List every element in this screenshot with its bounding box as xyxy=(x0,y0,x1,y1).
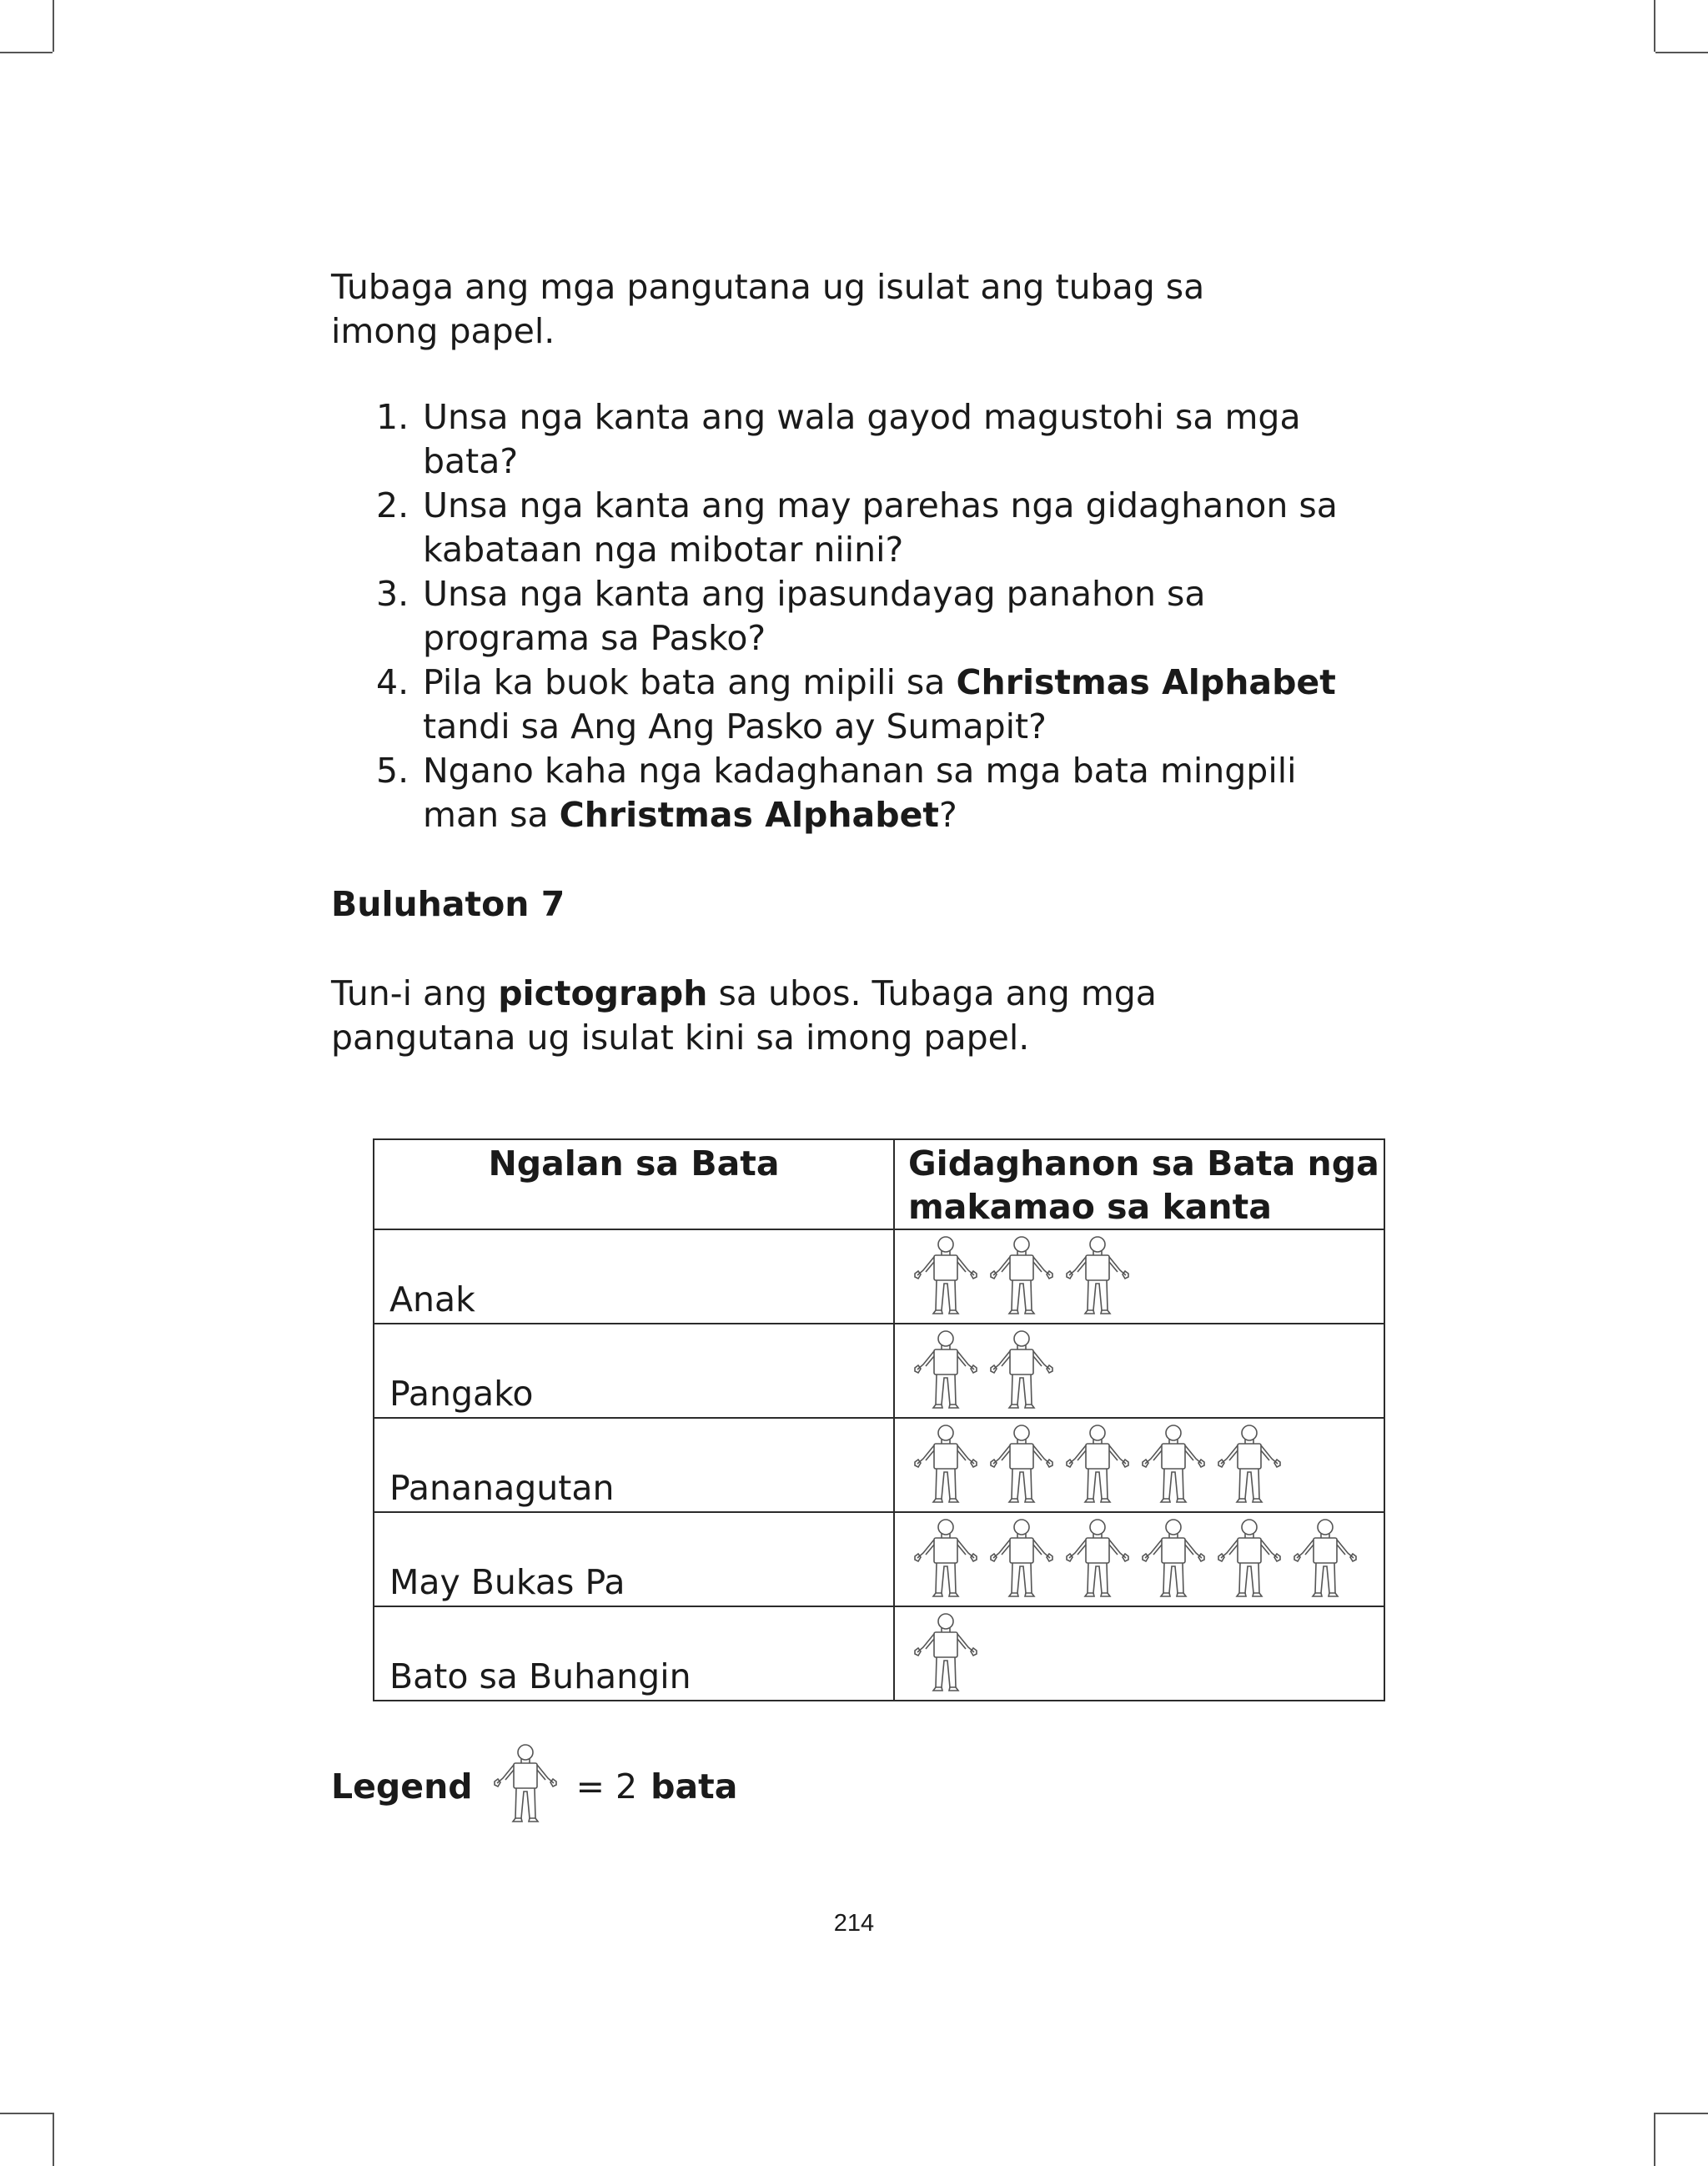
question-bold-text: Christmas Alphabet xyxy=(559,795,939,835)
question-item xyxy=(331,661,1382,749)
instruction-bold: pictograph xyxy=(498,973,708,1013)
question-number: 2. xyxy=(376,485,409,525)
table-row xyxy=(374,1512,1384,1606)
instruction-post: sa ubos. Tubaga ang mga pangutana ug isulat kini sa imong papel. xyxy=(331,973,1157,1058)
section-heading: Buluhaton 7 xyxy=(331,884,565,924)
instruction-text xyxy=(331,972,1215,1060)
intro-text: Tubaga ang mga pangutana ug isulat ang tubag sa imong papel. xyxy=(331,267,1205,351)
table-row xyxy=(374,1418,1384,1512)
question-item xyxy=(331,484,1382,572)
question-number: 3. xyxy=(376,574,409,614)
header-child-name xyxy=(374,1139,894,1229)
question-item xyxy=(331,749,1382,837)
question-number: 4. xyxy=(376,662,409,702)
question-list xyxy=(331,395,1382,837)
pictograph-table xyxy=(373,1138,1385,1701)
question-text: Unsa nga kanta ang wala gayod magustohi sa mga bata? xyxy=(423,397,1301,481)
question-item xyxy=(331,395,1382,484)
icon-count-cell xyxy=(894,1229,1384,1324)
question-text: ? xyxy=(938,795,957,835)
child-figure-icon xyxy=(908,1234,983,1315)
question-number: 1. xyxy=(376,397,409,437)
child-figure-icon xyxy=(984,1422,1059,1504)
crop-mark xyxy=(1655,52,1708,53)
child-figure-icon xyxy=(1060,1516,1135,1598)
header-count: Gidaghanon sa Bata nga makamao sa kanta xyxy=(894,1139,1384,1229)
song-name-cell: May Bukas Pa xyxy=(374,1512,894,1606)
question-text: Ngano kaha nga kadaghanan sa mga bata mingpili man sa xyxy=(423,751,1297,835)
child-figure-icon xyxy=(984,1328,1059,1410)
child-figure-icon xyxy=(1136,1422,1211,1504)
child-figure-icon xyxy=(488,1741,563,1832)
child-figure-icon xyxy=(1212,1422,1287,1504)
child-figure-icon xyxy=(908,1328,983,1410)
song-name-cell: Anak xyxy=(374,1229,894,1324)
icon-count-cell xyxy=(894,1512,1384,1606)
child-figure-icon xyxy=(1060,1422,1135,1504)
child-figure-icon xyxy=(1288,1516,1363,1598)
child-figure-icon xyxy=(908,1516,983,1598)
question-text: tandi sa Ang Ang Pasko ay Sumapit? xyxy=(423,706,1047,746)
song-name-cell: Pangako xyxy=(374,1324,894,1418)
child-figure-icon xyxy=(908,1611,983,1692)
table-row xyxy=(374,1606,1384,1701)
question-text: Unsa nga kanta ang may parehas nga gidaghanon sa kabataan nga mibotar niini? xyxy=(423,485,1338,570)
crop-mark xyxy=(1654,0,1655,52)
page-content xyxy=(331,265,1382,1060)
question-bold-text: Christmas Alphabet xyxy=(956,662,1336,702)
child-figure-icon xyxy=(984,1516,1059,1598)
page-number: 214 xyxy=(833,1910,875,1937)
header-child-name-label: Ngalan sa Bata xyxy=(488,1143,780,1184)
legend xyxy=(331,1741,737,1832)
question-text: Pila ka buok bata ang mipili sa xyxy=(423,662,957,702)
child-figure-icon xyxy=(984,1234,1059,1315)
child-figure-icon xyxy=(1060,1234,1135,1315)
table-row xyxy=(374,1229,1384,1324)
question-item xyxy=(331,572,1382,661)
crop-mark xyxy=(53,0,54,52)
crop-mark xyxy=(53,2113,54,2166)
instruction-pre: Tun-i ang xyxy=(331,973,499,1013)
child-figure-icon xyxy=(1212,1516,1287,1598)
table-row xyxy=(374,1324,1384,1418)
child-figure-icon xyxy=(1136,1516,1211,1598)
icon-count-cell xyxy=(894,1606,1384,1701)
crop-mark xyxy=(0,2113,53,2114)
legend-unit: bata xyxy=(651,1766,738,1807)
question-number: 5. xyxy=(376,751,409,791)
crop-mark xyxy=(1655,2113,1708,2114)
song-name-cell: Bato sa Buhangin xyxy=(374,1606,894,1701)
legend-equals: = 2 xyxy=(575,1766,638,1807)
crop-mark xyxy=(1654,2113,1655,2166)
song-name-cell: Pananagutan xyxy=(374,1418,894,1512)
crop-mark xyxy=(0,52,53,53)
child-figure-icon xyxy=(908,1422,983,1504)
icon-count-cell xyxy=(894,1324,1384,1418)
table-header-row xyxy=(374,1139,1384,1229)
question-text: Unsa nga kanta ang ipasundayag panahon sa programa sa Pasko? xyxy=(423,574,1206,658)
table-body xyxy=(374,1229,1384,1701)
icon-count-cell xyxy=(894,1418,1384,1512)
legend-label: Legend xyxy=(331,1766,473,1807)
